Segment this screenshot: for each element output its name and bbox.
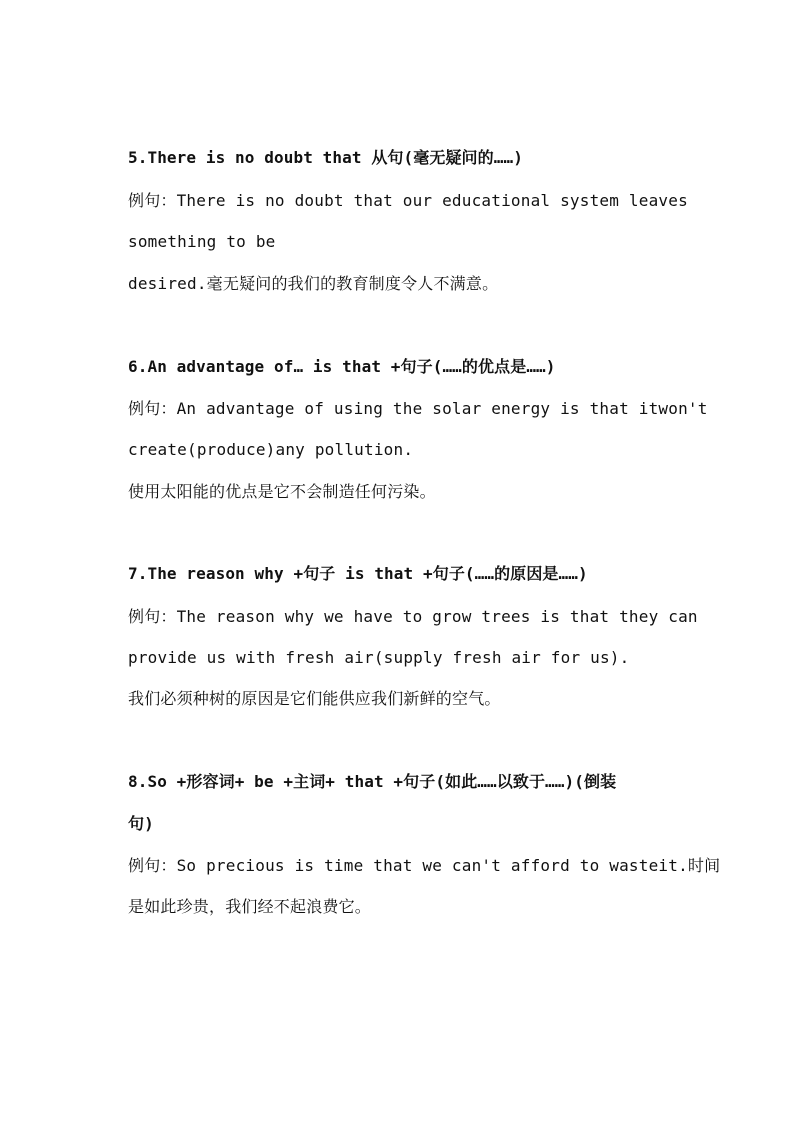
section-6-example-line-3: 使用太阳能的优点是它不会制造任何污染。	[128, 482, 436, 501]
section-8-example-line-1: 例句：So precious is time that we can't afford to wasteit.时间	[128, 856, 721, 875]
section-5-heading: 5.There is no doubt that 从句(毫无疑问的……)	[128, 148, 523, 167]
section-5-example-line-2: something to be	[128, 232, 276, 251]
section-8-example-line-2: 是如此珍贵，我们经不起浪费它。	[128, 897, 372, 916]
section-7-heading: 7.The reason why +句子 is that +句子(……的原因是……)	[128, 564, 588, 583]
section-7-example-line-2: provide us with fresh air(supply fresh air for us).	[128, 648, 630, 667]
section-8-heading-line-2: 句)	[128, 814, 154, 833]
section-8-heading-line-1: 8.So +形容词+ be +主词+ that +句子(如此……以致于……)(倒装	[128, 772, 617, 791]
section-6-example-line-2: create(produce)any pollution.	[128, 440, 414, 459]
section-5-example-line-1: 例句：There is no doubt that our educational system leaves	[128, 191, 688, 210]
section-6-heading: 6.An advantage of… is that +句子(……的优点是……)	[128, 357, 556, 376]
section-5-example-line-3: desired.毫无疑问的我们的教育制度令人不满意。	[128, 274, 499, 293]
section-7-example-line-1: 例句：The reason why we have to grow trees is that they can	[128, 607, 698, 626]
section-6-example-line-1: 例句：An advantage of using the solar energy is that itwon't	[128, 399, 708, 418]
section-7-example-line-3: 我们必须种树的原因是它们能供应我们新鲜的空气。	[128, 689, 501, 708]
